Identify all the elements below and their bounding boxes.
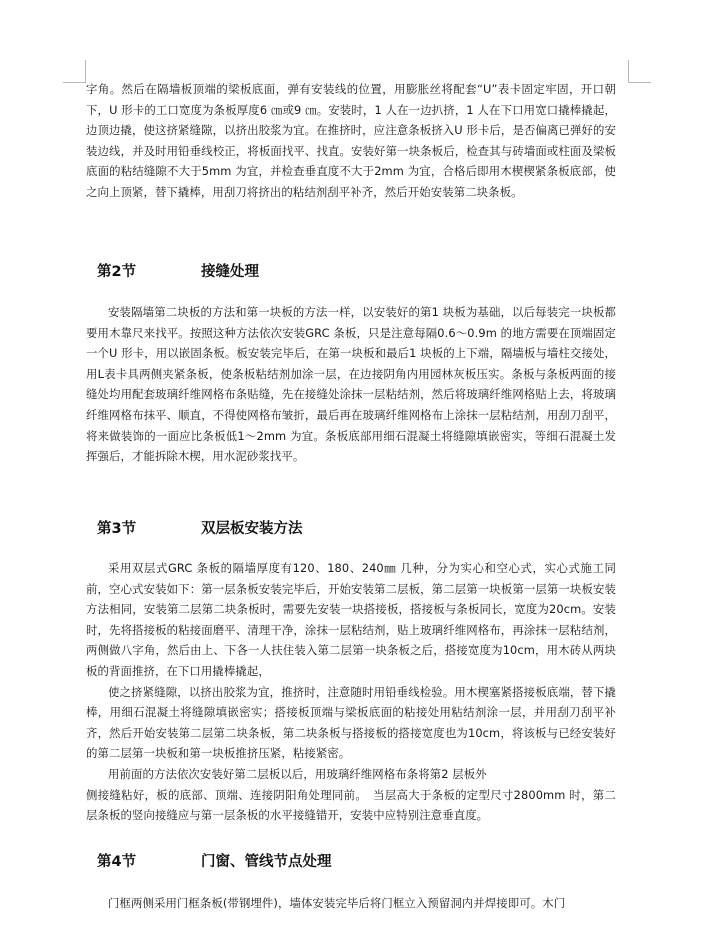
margin-corner-mark-top-right [628,60,651,83]
section-number: 第2节 [97,264,137,280]
paragraph: 用前面的方法依次安装好第二层板以后，用玻璃纤维网格布条将第2 层板外 [108,766,487,781]
paragraph: 安装隔墙第二块板的方法和第一块板的方法一样，以安装好的第1 块板为基础，以后每装完一块板都要用木靠尺来找平。按照这种方法依次安装GRC 条板，只是注意每隔0.6～0.9m 的地方需要在顶端固定一个U 形卡，用以嵌固条板。板安装完毕后，在第一块板和最后1 块板的上下端，隔墙板与墙柱交接处，用L表卡具两侧夹紧条板，使条板粘结剂加涂一层，在边接阴角内用园林灰板压实。条板与条板两面的接缝处均用配套玻璃纤维网格布条贴缝，先在接缝处涂抹一层粘结剂，然后将玻璃纤维网格贴上去，将玻璃纤维网格布抹平、顺直，不得使网格布皱折，最后再在玻璃纤维网格布上涂抹一层粘结剂，用刮刀刮平，将来做装饰的一面应比条板低1～2mm 为宜。条板底部用细石混凝土将缝隙填嵌密实，等细石混凝土发挥强后，才能拆除木楔，用水泥砂浆找平。 [86,305,616,464]
paragraph-double-layer-block [86,558,616,826]
paragraph: 侧接缝粘好，板的底部、顶端、连接阴阳角处理同前。 当层高大于条板的定型尺寸2800mm 时，第二层条板的竖向接缝应与第一层条板的水平接缝错开，安装中应特别注意垂直度。 [86,787,616,823]
margin-corner-mark-top-left [63,60,86,83]
paragraph: 采用双层式GRC 条板的隔墙厚度有120、180、240㎜ 几种，分为实心和空心式，实心式施工同前，空心式安装如下：第一层条板安装完毕后，开始安装第二层板，第二层第一块板第一层第一块板安装方法相同，安装第二层第二块条板时，需要先安装一块搭接板，搭接板与条板同长，宽度为20cm。安装时，先将搭接板的粘接面磨平、清理干净，涂抹一层粘结剂，贴上玻璃纤维网格布，再涂抹一层粘结剂，两侧做八字角，然后由上、下各一人扶住装入第二层第一块条板之后，搭接宽度为10cm，用木砖从两块板的背面推挤，在下口用撬棒撬起， [86,561,616,678]
section-title: 接缝处理 [201,264,259,280]
paragraph: 使之挤紧缝隙，以挤出胶浆为宜，推挤时，注意随时用铅垂线检验。用木楔塞紧搭接板底端，替下撬棒，用细石混凝土将缝隙填嵌密实；搭接板顶端与梁板底面的粘接处用粘结剂涂一层，并用刮刀刮平补齐，然后开始安装第二层第二块条板，第二块条板与搭接板的搭接宽度也为10cm，将该板与已经安装好的第二层第一块板和第一块板推挤压紧，粘接紧密。 [86,684,616,761]
section-heading-4 [97,850,332,871]
section-title: 双层板安装方法 [201,521,303,537]
section-title: 门窗、管线节点处理 [201,854,332,870]
paragraph-intro-block [86,79,616,203]
paragraph-door-block [86,893,616,914]
section-heading-2 [97,260,259,281]
paragraph: 门框两侧采用门框条板(带钢埋件)，墙体安装完毕后将门框立入预留洞内并焊接即可。木门 [108,896,566,910]
paragraph: 字角。然后在隔墙板顶端的梁板底面，弹有安装线的位置，用膨胀丝将配套“U”表卡固定牢固，开口朝下，U 形卡的工口宽度为条板厚度6 ㎝或9 ㎝。安装时，1 人在一边扒挤，1 人在下口用宽口撬棒撬起，边顶边撬，使这挤紧缝隙，以挤出胶浆为宜。在推挤时，应注意条板挤入U 形卡后，是否偏离已弹好的安装边线，并及时用铅垂线校正，将板面找平、找直。安装好第一块条板后，检查其与砖墙面或柱面及梁板底面的粘结缝隙不大于5mm 为宜，并检查垂直度不大于2mm 为宜，合格后即用木楔楔紧条板底部，使之向上顶紧，替下撬棒，用刮刀将挤出的粘结剂刮平补齐，然后开始安装第二块条板。 [86,82,616,199]
section-heading-3 [97,517,303,538]
paragraph-seam-block [86,302,616,467]
section-number: 第3节 [97,521,137,537]
section-number: 第4节 [97,854,137,870]
